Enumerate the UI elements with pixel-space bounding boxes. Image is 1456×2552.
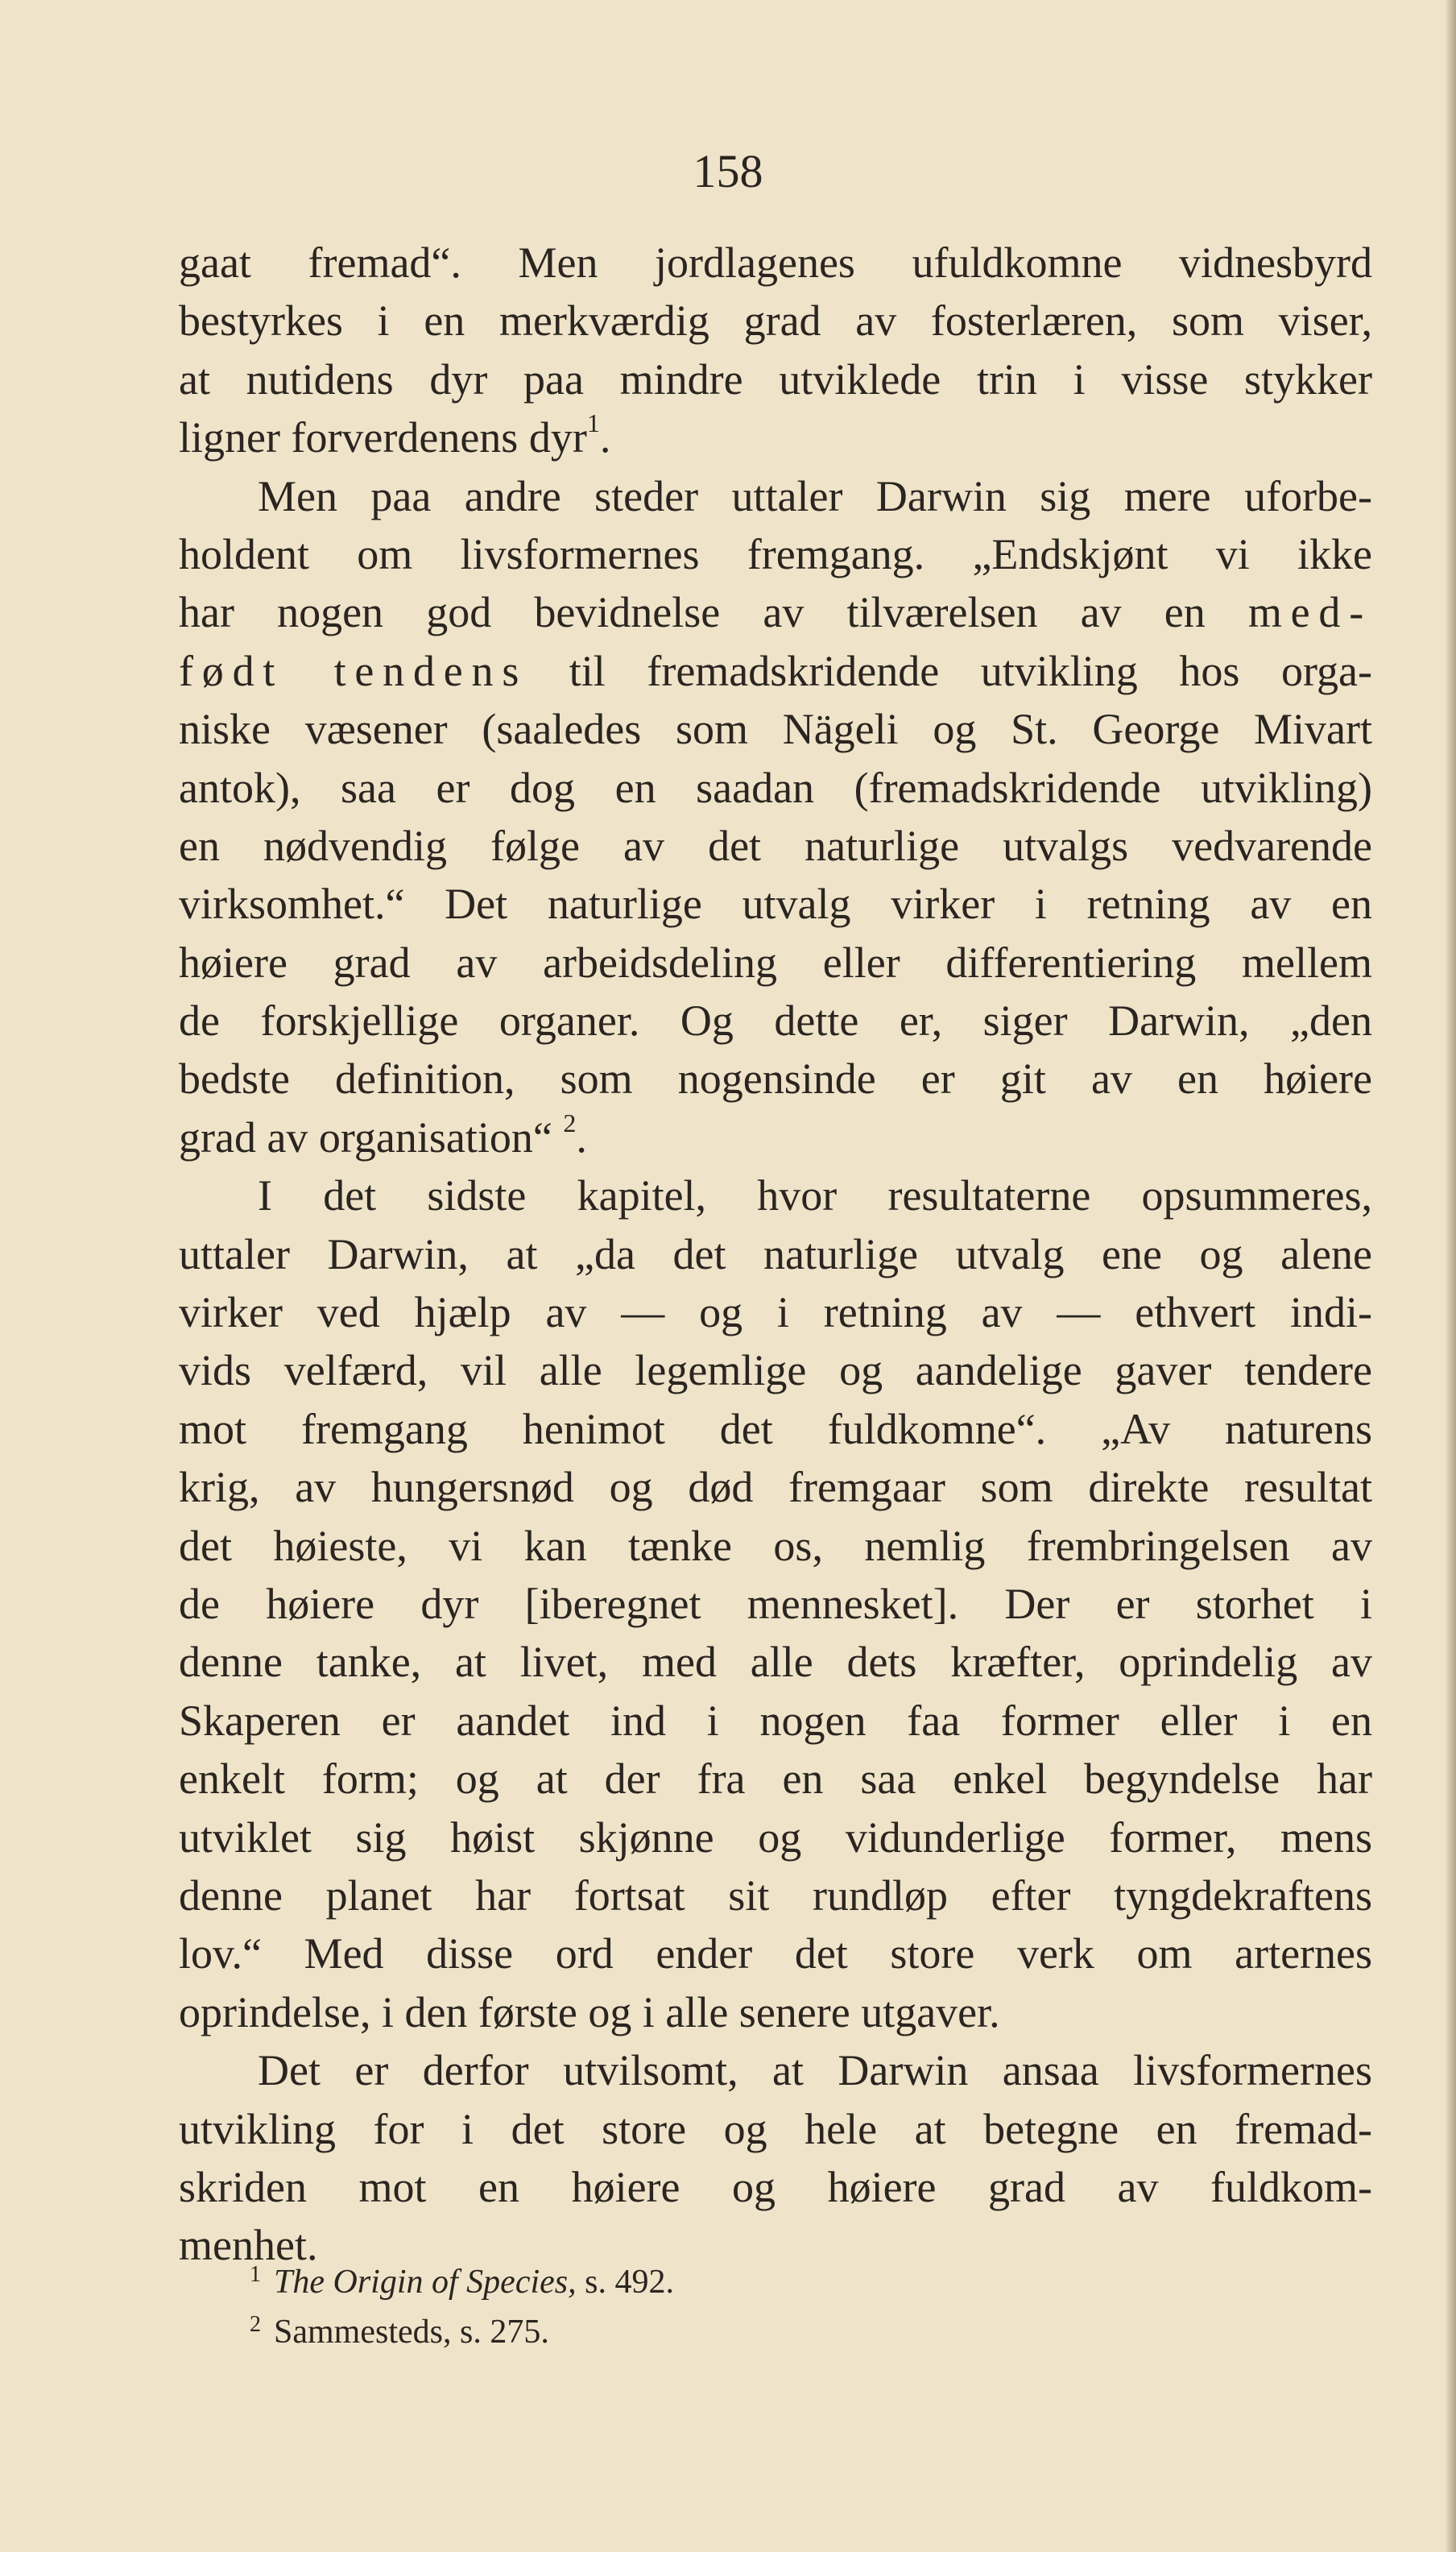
text-line: uttaler Darwin, at „da det naturlige utvalg ene og alene: [179, 1229, 1372, 1278]
page-edge-shadow: [1445, 0, 1456, 2552]
text-line: født tendens til fremadskridende utvikling hos orga-: [179, 646, 1372, 695]
footnote: $^1$ The Origin of Species, s. 492.: [250, 2262, 674, 2301]
text-line: har nogen god bevidnelse av tilværelsen av en med-: [179, 588, 1372, 637]
footnote-title: The Origin of Species,: [274, 2264, 577, 2301]
text-line: enkelt form; og at der fra en saa enkel begyndelse har: [179, 1754, 1372, 1804]
text-line: I det sidste kapitel, hvor resultaterne opsummeres,: [258, 1171, 1372, 1220]
text-line: gaat fremad“. Men jordlagenes ufuldkomne vidnesbyrd: [179, 238, 1372, 287]
footnote-mark: 2: [250, 2312, 261, 2337]
text-line: utvikling for i det store og hele at betegne en fremad-: [179, 2104, 1372, 2153]
text-line: bestyrkes i en merkværdig grad av fosterlæren, som viser,: [179, 296, 1372, 346]
text-line: oprindelse, i den første og i alle senere utgaver.: [179, 1987, 1000, 2036]
spaced-emphasis: født tendens: [179, 646, 528, 695]
text-line: en nødvendig følge av det naturlige utvalgs vedvarende: [179, 821, 1372, 870]
spaced-emphasis: med-: [1247, 588, 1372, 637]
text-line: Men paa andre steder uttaler Darwin sig mere uforbe-: [258, 471, 1372, 520]
text-line: mot fremgang henimot det fuldkomne“. „Av naturens: [179, 1404, 1372, 1453]
page-number: 158: [693, 145, 763, 197]
text-line: Det er derfor utvilsomt, at Darwin ansaa livsformernes: [258, 2046, 1372, 2095]
footnote-ref: 2: [563, 1108, 577, 1137]
footnote-mark: 1: [250, 2262, 261, 2287]
footnote-ref: 1: [586, 408, 600, 438]
text-line: virker ved hjælp av — og i retning av — ethvert indi-: [179, 1288, 1372, 1337]
text-line: niske væsener (saaledes som Nägeli og St. George Mivart: [179, 705, 1372, 754]
text-line: høiere grad av arbeidsdeling eller differentiering mellem: [179, 938, 1372, 987]
text-line: det høieste, vi kan tænke os, nemlig frembringelsen av: [179, 1521, 1372, 1570]
text-line: menhet.: [179, 2221, 318, 2270]
footnotes: [250, 2257, 1297, 2357]
text-line: at nutidens dyr paa mindre utviklede trin i visse stykker: [179, 354, 1372, 404]
text-line: Skaperen er aandet ind i nogen faa former eller i en: [179, 1696, 1372, 1745]
text-line: holdent om livsformernes fremgang. „Endskjønt vi ikke: [179, 529, 1372, 578]
text-line: de høiere dyr [iberegnet mennesket]. Der er storhet i: [179, 1579, 1372, 1628]
text-line: utviklet sig høist skjønne og vidunderlige former, mens: [179, 1812, 1372, 1862]
text-line: de forskjellige organer. Og dette er, siger Darwin, „den: [179, 996, 1372, 1046]
text-line: denne tanke, at livet, med alle dets kræfter, oprindelig av: [179, 1638, 1372, 1687]
text-line: lov.“ Med disse ord ender det store verk om arternes: [179, 1929, 1372, 1978]
text-line: virksomhet.“ Det naturlige utvalg virker i retning av en: [179, 880, 1372, 929]
text-line: grad av organisation“ $^2$.: [179, 1108, 587, 1162]
text-line: antok), saa er dog en saadan (fremadskridende utvikling): [179, 763, 1372, 812]
text-line: skriden mot en høiere og høiere grad av fuldkom-: [179, 2162, 1372, 2211]
footnote: $^2$ Sammesteds, s. 275.: [250, 2312, 549, 2351]
text-line: bedste definition, som nogensinde er git av en høiere: [179, 1054, 1372, 1104]
text-line: vids velfærd, vil alle legemlige og aandelige gaver tendere: [179, 1346, 1372, 1395]
text-line: ligner forverdenens dyr$^1$.: [179, 408, 611, 462]
text-line: denne planet har fortsat sit rundløp efter tyngdekraftens: [179, 1870, 1372, 1920]
text-line: krig, av hungersnød og død fremgaar som direkte resultat: [179, 1463, 1372, 1512]
body-text: [179, 234, 1372, 2275]
